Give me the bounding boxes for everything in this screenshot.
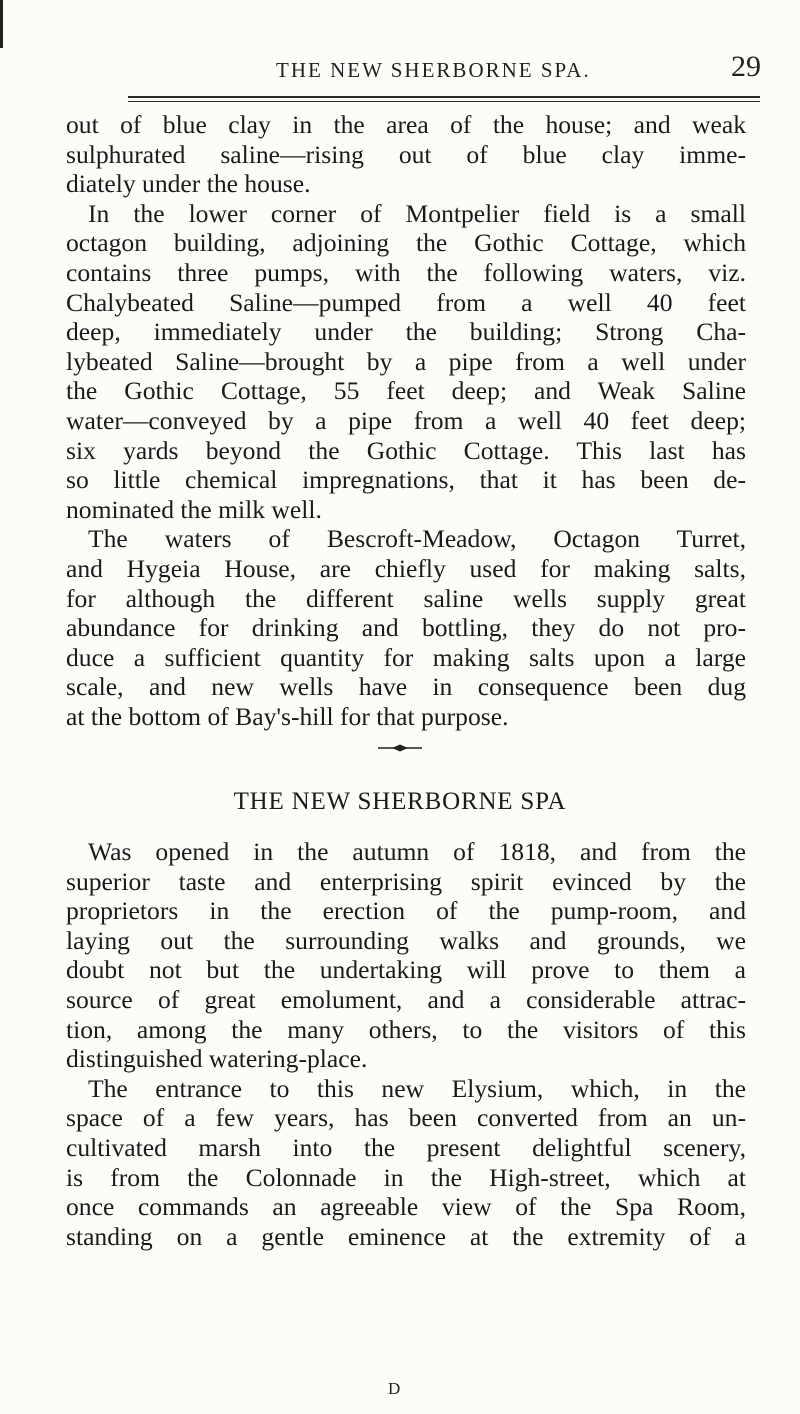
section2-body xyxy=(66,837,746,1251)
signature-mark: D xyxy=(388,1379,401,1398)
text-line: diately under the house. xyxy=(66,169,311,199)
text-line: at the bottom of Bay's-hill for that purpose. xyxy=(66,701,509,731)
text-line: doubt not but the undertaking will prove to them a xyxy=(66,955,746,985)
section1-paragraph-2 xyxy=(66,199,746,525)
section2-paragraph-1 xyxy=(66,837,746,1074)
text-line: In the lower corner of Montpelier field is a small xyxy=(88,198,746,228)
text-line: The entrance to this new Elysium, which, in the xyxy=(88,1073,746,1103)
text-line: once commands an agreeable view of the Spa Room, xyxy=(66,1192,746,1222)
header-rule-thick xyxy=(128,96,760,98)
text-line: out of blue clay in the area of the house; and weak xyxy=(66,110,746,139)
running-head: THE NEW SHERBORNE SPA. xyxy=(276,58,591,82)
text-line: lybeated Saline—brought by a pipe from a well under xyxy=(66,346,746,376)
text-line: duce a sufficient quantity for making salts upon a large xyxy=(66,642,746,672)
text-line: scale, and new wells have in consequence been dug xyxy=(66,672,746,702)
text-line: and Hygeia House, are chiefly used for making salts, xyxy=(66,553,746,583)
text-line: abundance for drinking and bottling, they do not pro- xyxy=(66,613,746,643)
section1-body xyxy=(66,110,746,731)
text-line: cultivated marsh into the present delightful scenery, xyxy=(66,1132,746,1162)
text-line: so little chemical impregnations, that it has been de- xyxy=(66,465,746,495)
text-line: tion, among the many others, to the visitors of this xyxy=(66,1014,746,1044)
section1-paragraph-1 xyxy=(66,110,746,199)
text-line: six yards beyond the Gothic Cottage. This last has xyxy=(66,435,746,465)
text-line: deep, immediately under the building; Strong Cha- xyxy=(66,317,746,347)
text-line: source of great emolument, and a considerable attrac- xyxy=(66,984,746,1014)
text-line: distinguished watering-place. xyxy=(66,1044,368,1074)
section-heading: THE NEW SHERBORNE SPA xyxy=(233,788,567,815)
text-line: for although the different saline wells supply great xyxy=(66,583,746,613)
text-line: Was opened in the autumn of 1818, and from the xyxy=(88,837,746,866)
page-edge-line xyxy=(0,0,3,48)
text-line: superior taste and enterprising spirit evinced by the xyxy=(66,866,746,896)
text-line: octagon building, adjoining the Gothic Cottage, which xyxy=(66,228,746,258)
text-line: Chalybeated Saline—pumped from a well 40 feet xyxy=(66,287,746,317)
ornament-divider-icon xyxy=(378,743,422,753)
text-line: the Gothic Cottage, 55 feet deep; and Weak Saline xyxy=(66,376,746,406)
section2-paragraph-2 xyxy=(66,1074,746,1252)
text-line: sulphurated saline—rising out of blue clay imme- xyxy=(66,139,746,169)
text-line: nominated the milk well. xyxy=(66,494,322,524)
section1-paragraph-3 xyxy=(66,524,746,731)
text-line: water—conveyed by a pipe from a well 40 feet deep; xyxy=(66,405,746,435)
header-rule-thin xyxy=(128,101,760,102)
text-line: contains three pumps, with the following waters, viz. xyxy=(66,257,746,287)
text-line: standing on a gentle eminence at the extremity of a xyxy=(66,1221,746,1251)
text-line: proprietors in the erection of the pump-room, and xyxy=(66,896,746,926)
text-line: is from the Colonnade in the High-street, which at xyxy=(66,1162,746,1192)
page-number: 29 xyxy=(731,50,761,83)
text-line: laying out the surrounding walks and grounds, we xyxy=(66,925,746,955)
text-line: space of a few years, has been converted from an un- xyxy=(66,1103,746,1133)
text-line: The waters of Bescroft-Meadow, Octagon Turret, xyxy=(88,524,746,554)
